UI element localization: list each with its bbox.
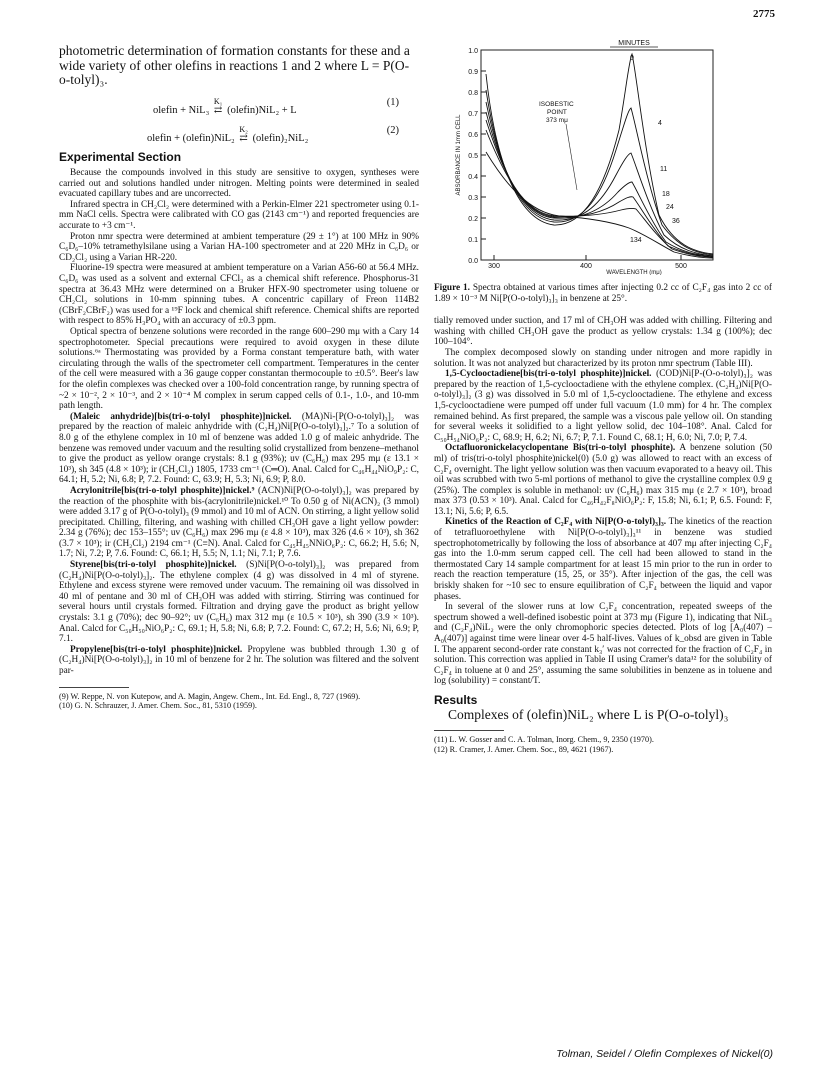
compound-title: Styrene[bis(tri-o-tolyl phosphite)]nickel.: [70, 560, 237, 571]
compound-text: (COD)Ni[P-(O-o-tolyl)₃]₂ was prepared by the reaction of 1,5-cyclooctadiene with the ethylene complex. (C₂H₄)Ni[P(O-o-tolyl)₃]₂ (3 g) was dissolved in 5.0 ml of 1,5-cyclooctadiene. The ethylene and excess 1,5-cyclooctadiene were pumped off under full vacuum (1.0 mm) for 4 hr. The complex remained behind. As first prepared, the sample was a viscous pale yellow oil. On standing for several weeks it solidified to a light yellow solid, dec 104–108°. Anal. Calcd for C₅₀H₅₄NiO₆P₂: C, 68.9; H, 6.2; Ni, 6.7; P, 7.1. Found C, 68.1; H, 6.0; Ni, 7.0; P, 7.4.: [434, 369, 772, 443]
isobestic-pointer: [566, 124, 577, 190]
y-tick: [468, 174, 486, 181]
equation-2: [59, 126, 419, 144]
y-tick: [468, 48, 486, 55]
footnote-rule: [434, 730, 504, 731]
compound-paragraph: [59, 560, 419, 645]
experimental-heading: Experimental Section: [59, 149, 182, 164]
equation-2-body: [147, 126, 308, 145]
spectra-plot: [434, 30, 772, 275]
y-tick: [468, 132, 486, 139]
figure-caption-label: Figure 1.: [434, 283, 470, 293]
y-tick-label: 0.2: [468, 216, 478, 223]
y-tick-label: 0.7: [468, 111, 478, 118]
footnote: (9) W. Reppe, N. von Kutepow, and A. Magin, Angew. Chem., Int. Ed. Engl., 8, 727 (1969).: [59, 691, 361, 701]
y-tick-label: 0.1: [468, 237, 478, 244]
y-tick-label: 0.3: [468, 195, 478, 202]
figure-caption-text: Spectra obtained at various times after injecting 0.2 cc of C₂F₄ gas into 2 cc of 1.89 × 10⁻³ M Ni[P(O-o-tolyl)₃]₃ in benzene at 25°.: [434, 283, 773, 304]
equation-number: (2): [386, 124, 399, 136]
equation-left: olefin + (olefin)NiL₂: [147, 132, 235, 144]
curve-24min: [486, 120, 713, 257]
compound-text: (ACN)Ni[P(O-o-tolyl)₃]₂ was prepared by the reaction of the phosphite with bis-(acrylonitrile)nickel.¹⁰ To 0.50 g of Ni(ACN)₂ (3 mmol) were added 3.17 g of P(O-o-tolyl)₃ (9 mmol) and 10 ml of ACN. On stirring, a light yellow solid precipitated. Chilling, filtering, and washing with chilled CH₃OH gave a light yellow powder: 2.34 g (76%); dec 153–155°; uv (C₆H₆) max 296 mμ (ε 4.8 × 10³), max 326 (4.6 × 10³), sh 362 (3.7 × 10³); ir (CH₂Cl₂) 2194 cm⁻¹ (C≡N). Anal. Calcd for C₄₅H₄₅NNiO₆P₂: C, 66.2; H, 5.6; N, 1.7; Ni, 7.2; P, 7.6. Found: C, 66.1; H, 5.5; N, 1.1; Ni, 7.1; P, 7.6.: [59, 485, 419, 560]
curve-18min: [486, 112, 713, 256]
minutes-label: MINUTES: [618, 40, 650, 47]
paragraph: Infrared spectra in CH₂Cl₂ were determined with a Perkin-Elmer 221 spectrometer using 0.1-mm NaCl cells. Spectra were calibrated with CO gas (2143 cm⁻¹) and reported frequencies are accurate to +3 cm⁻¹.: [59, 199, 419, 232]
page-footer: Tolman, Seidel / Olefin Complexes of Nickel(0): [556, 1048, 773, 1060]
y-tick: [468, 237, 486, 244]
y-tick: [468, 153, 486, 160]
isobestic-label: ISOBESTIC: [539, 101, 574, 108]
compound-paragraph: [434, 369, 772, 443]
compound-title: (Maleic anhydride)[bis(tri-o-tolyl phosphite)]nickel.: [70, 411, 292, 422]
y-tick: [468, 69, 486, 76]
paragraph: tially removed under suction, and 17 ml of CH₃OH was added with chilling. Filtering and washing with chilled CH₃OH gave the product as yellow crystals: 1.34 g (100%); dec 100–104°.: [434, 316, 772, 348]
paragraph: Fluorine-19 spectra were measured at ambient temperature on a Varian A56-60 at 56.4 MHz. C₆D₆ was used as a solvent and external CFCl₃ as a chemical shift reference. Phosphorus-31 spectra at 36.43 MHz were determined on a Bruker HFX-90 spectrometer using toluene or CH₂Cl₂ solutions in 10-mm spinning tubes. A concentric capillary of Freon 114B2 (CBrF₂CBrF₂) was used for a ¹⁹F lock and chemical shift reference. Chemical shifts are reported with respect to 85% H₃PO₄ with an accuracy of ±0.3 ppm.: [59, 263, 419, 327]
compound-text: The kinetics of the reaction of tetrafluoroethylene with Ni[P(O-o-tolyl)₃]₃¹¹ in benzene was studied spectrophotometrically by following the loss of absorbance at 407 mμ after injecting C₂F₄ gas into the 1.0-mm serum capped cell. The cell had been allowed to stand in the thermostated Cary 14 sample compartment for at least 15 min prior to the run in order to reach the reaction temperature (15, 25, or 35°). After injection of the gas, the cell was briskly shaken for ~10 sec to ensure equilibration of C₂F₄ between the liquid and vapor phases.: [434, 517, 773, 602]
right-column: [434, 30, 772, 754]
compound-paragraph: [59, 486, 419, 560]
y-axis-ticks: [468, 48, 486, 265]
y-tick-label: 0.5: [468, 153, 478, 160]
footnote: (11) L. W. Gosser and C. A. Tolman, Inorg. Chem., 9, 2350 (1970).: [434, 735, 654, 745]
compound-title: 1,5-Cyclooctadiene[bis(tri-o-tolyl phosphite)]nickel.: [445, 369, 652, 380]
equation-right: (olefin)₂NiL₂: [252, 132, 309, 144]
figure-1: [434, 30, 772, 275]
page-number: 2775: [753, 8, 775, 20]
equation-left: olefin + NiL₃: [153, 104, 210, 116]
isobestic-label: POINT: [547, 109, 567, 116]
curve-label: 11: [660, 166, 668, 173]
paragraph: In several of the slower runs at low C₂F₄ concentration, repeated sweeps of the spectrum showed a well-defined isobestic point at 373 mμ (Figure 1), indicating that NiL₃ and (C₂F₄)NiL₂ were the only chromophoric species detected. Plots of log [A₀(407) – A₀(407)] against time were linear over 4-5 half-lives. Values of k_obsd are given in Table I. The apparent second-order rate constant k₃′ was not corrected for the fraction of C₂F₄ in solution. This correction was applied in Table II using Cramer's data¹² for the solubility of C₂F₄ in toluene at 0 and 25°, assuming the same solubilities in benzene as in toluene and log (solubility) = constant/T.: [434, 602, 772, 687]
left-column: [59, 30, 419, 711]
isobestic-label: 373 mμ: [546, 117, 568, 124]
compound-paragraph: [434, 517, 772, 602]
curve-11min: [486, 102, 713, 256]
curve-label: 24: [666, 204, 674, 211]
results-subheading: Complexes of (olefin)NiL₂ where L is P(O-o-tolyl)₃: [448, 706, 729, 722]
y-tick: [468, 195, 486, 202]
figure-caption: [434, 283, 772, 304]
compound-title: Octafluoronickelacyclopentane Bis(tri-o-tolyl phosphite).: [445, 443, 676, 454]
footnote-rule: [59, 687, 129, 688]
equilibrium-arrow-icon: K₂ ⇄: [239, 124, 248, 144]
equation-k-label: K₂: [239, 124, 248, 134]
curve-label: 4: [658, 120, 662, 127]
equation-1: [59, 98, 419, 116]
paragraph: Because the compounds involved in this study are sensitive to oxygen, syntheses were carried out and solutions handled under nitrogen. Melting points were determined in sealed evacuated capillary tubes and are uncorrected.: [59, 168, 419, 200]
equilibrium-arrow-icon: K₁ ⇄: [213, 96, 223, 116]
curve-label: 134: [630, 237, 642, 244]
paragraph: The complex decomposed slowly on standing under nitrogen and more rapidly in solution. It was not analyzed but characterized by its proton nmr spectrum (Table III).: [434, 347, 772, 369]
x-axis-label: WAVELENGTH (mμ): [606, 270, 662, 275]
x-axis-ticks: [488, 255, 687, 270]
y-tick-label: 0.8: [468, 90, 478, 97]
curve-label: 0: [630, 55, 634, 62]
compound-title: Acrylonitrile[bis(tri-o-tolyl phosphite)]nickel.⁹: [70, 485, 255, 496]
compound-paragraph: [59, 645, 419, 677]
results-heading: Results: [434, 692, 478, 707]
footnote: (10) G. N. Schrauzer, J. Amer. Chem. Soc., 81, 5310 (1959).: [59, 701, 257, 711]
y-tick-label: 0.9: [468, 69, 478, 76]
compound-text: (S)Ni[P(O-o-tolyl)₃]₂ was prepared from (C₂H₄)Ni[P(O-o-tolyl)₃]₂. The ethylene complex (4 g) was dissolved in 4 ml of styrene. Ethylene and excess styrene were removed under vacuum. The remaining oil was dissolved in 40 ml of pentane and 30 ml of CH₃OH was added with stirring. Stirring was continued for several hours until crystals formed. Filtration and drying gave the product as bright yellow crystals: 3.1 g (70%); dec 90–92°; uv (C₆H₆) max 312 mμ (ε 10.5 × 10³), sh 390 (3.9 × 10³). Anal. Calcd for C₅₀H₅₀NiO₆P₂: C, 69.1; H, 5.8; Ni, 6.8; P, 7.2. Found: C, 67.2; H, 5.6; Ni, 6.9; P, 7.1.: [59, 560, 419, 645]
y-axis-label: ABSORBANCE IN 1mm CELL: [456, 114, 462, 196]
paragraph: Proton nmr spectra were determined at ambient temperature (29 ± 1°) at 100 MHz in 90% C₆D₆–10% tetramethylsilane using a Varian HA-100 spectrometer and at 220 MHz in C₆D₆ or CD₂Cl₂ using a Varian HR-220.: [59, 231, 419, 263]
compound-text: Propylene was bubbled through 1.30 g of (C₂H₄)Ni[P(O-o-tolyl)₃]₂ in 10 ml of benzene for 2 hr. The solution was filtered and the solvent par-: [59, 644, 419, 676]
compound-title: Kinetics of the Reaction of C₂F₄ with Ni[P(O-o-tolyl)₃]₃.: [445, 517, 667, 528]
curve-label: 18: [662, 191, 670, 198]
y-tick-label: 0.0: [468, 258, 478, 265]
y-tick: [468, 90, 486, 97]
y-tick-label: 0.6: [468, 132, 478, 139]
curve-36min: [486, 130, 713, 257]
y-tick-label: 1.0: [468, 48, 478, 55]
compound-paragraph: [434, 443, 772, 517]
curve-4min: [486, 90, 713, 255]
x-tick-label: 400: [580, 263, 592, 270]
curve-label: 36: [672, 218, 680, 225]
equation-number: (1): [386, 96, 399, 108]
compound-title: Propylene[bis(tri-o-tolyl phosphite)]nickel.: [70, 644, 243, 655]
y-tick: [468, 216, 486, 223]
footnote: (12) R. Cramer, J. Amer. Chem. Soc., 89, 4621 (1967).: [434, 744, 614, 754]
y-tick: [468, 258, 486, 265]
compound-text: A benzene solution (50 ml) of tris(tri-o-tolyl phosphite)nickel(0) (5.0 g) was allowed to react with an excess of C₂F₄ overnight. The light yellow solution was then vacuum evaporated to a heavy oil. This oil was scrubbed with two 5-ml portions of methanol to give the crystalline complex 0.9 g (25%). The complex is soluble in methanol: uv (C₆H₆) max 315 mμ (ε 2.7 × 10³), broad max 373 (0.53 × 10³). Anal. Calcd for C₄₆H₄₂F₈NiO₆P₂: F, 15.8; Ni, 6.1; P, 6.5. Found: F, 13.1; Ni, 5.6; P, 6.5.: [434, 443, 773, 517]
spectra-curves: [486, 54, 713, 258]
y-tick: [468, 111, 486, 118]
x-tick: [488, 255, 500, 270]
plot-frame: [481, 50, 713, 260]
compound-text: (MA)Ni-[P(O-o-tolyl)₃]₂ was prepared by the reaction of maleic anhydride with (C₂H₄)Ni[P(O-o-tolyl)₃]₂.⁷ To a solution of 8.0 g of the ethylene complex in 10 ml of benzene was added 1.0 g of maleic anhydride. The benzene was removed under vacuum and the resulting solid crystallized from benzene–methanol to give the product as yellow orange crystals: 8.1 g (93%); uv (C₆H₆) max 295 mμ (ε 13.1 × 10³), sh 345 (4.8 × 10³); ir (CH₂Cl₂) 1805, 1733 cm⁻¹ (C═O). Anal. Calcd for C₄₆H₄₄NiO₉P₂: C, 64.1; H, 5.2; Ni, 6.8; P, 7.2. Found: C, 63.9; H, 5.3; Ni, 6.9; P, 8.0.: [59, 411, 420, 486]
equation-right: (olefin)NiL₂ + L: [227, 104, 297, 116]
equation-1-body: [153, 98, 297, 117]
x-tick: [675, 255, 687, 270]
compound-paragraph: [59, 412, 419, 486]
equation-k-label: K₁: [213, 96, 223, 106]
y-tick-label: 0.4: [468, 174, 478, 181]
paragraph: Optical spectra of benzene solutions were recorded in the range 600–290 mμ with a Cary 14 spectrophotometer. Special precautions were required to avoid oxygen in these dilute solutions.⁶ᵃ Thermostating was provided by a Forma constant temperature bath, with water circulating through the walls of the spectrometer cell compartment. Temperatures in the center of the cell were measured with a 36 gauge copper constantan thermocouple to ±0.5°. Beer's law for the olefin complexes was checked over a 100-fold concentration range, by running spectra of ~2 × 10⁻², 2 × 10⁻³, and 2 × 10⁻⁴ M complex in serum capped cells of 0.1-, 1.0-, and 10-mm path length.: [59, 327, 419, 412]
x-tick-label: 500: [675, 263, 687, 270]
intro-text: photometric determination of formation constants for these and a wide variety of other olefins in reactions 1 and 2 where L = P(O-o-tolyl)₃.: [59, 43, 410, 87]
x-tick: [580, 255, 592, 270]
x-tick-label: 300: [488, 263, 500, 270]
